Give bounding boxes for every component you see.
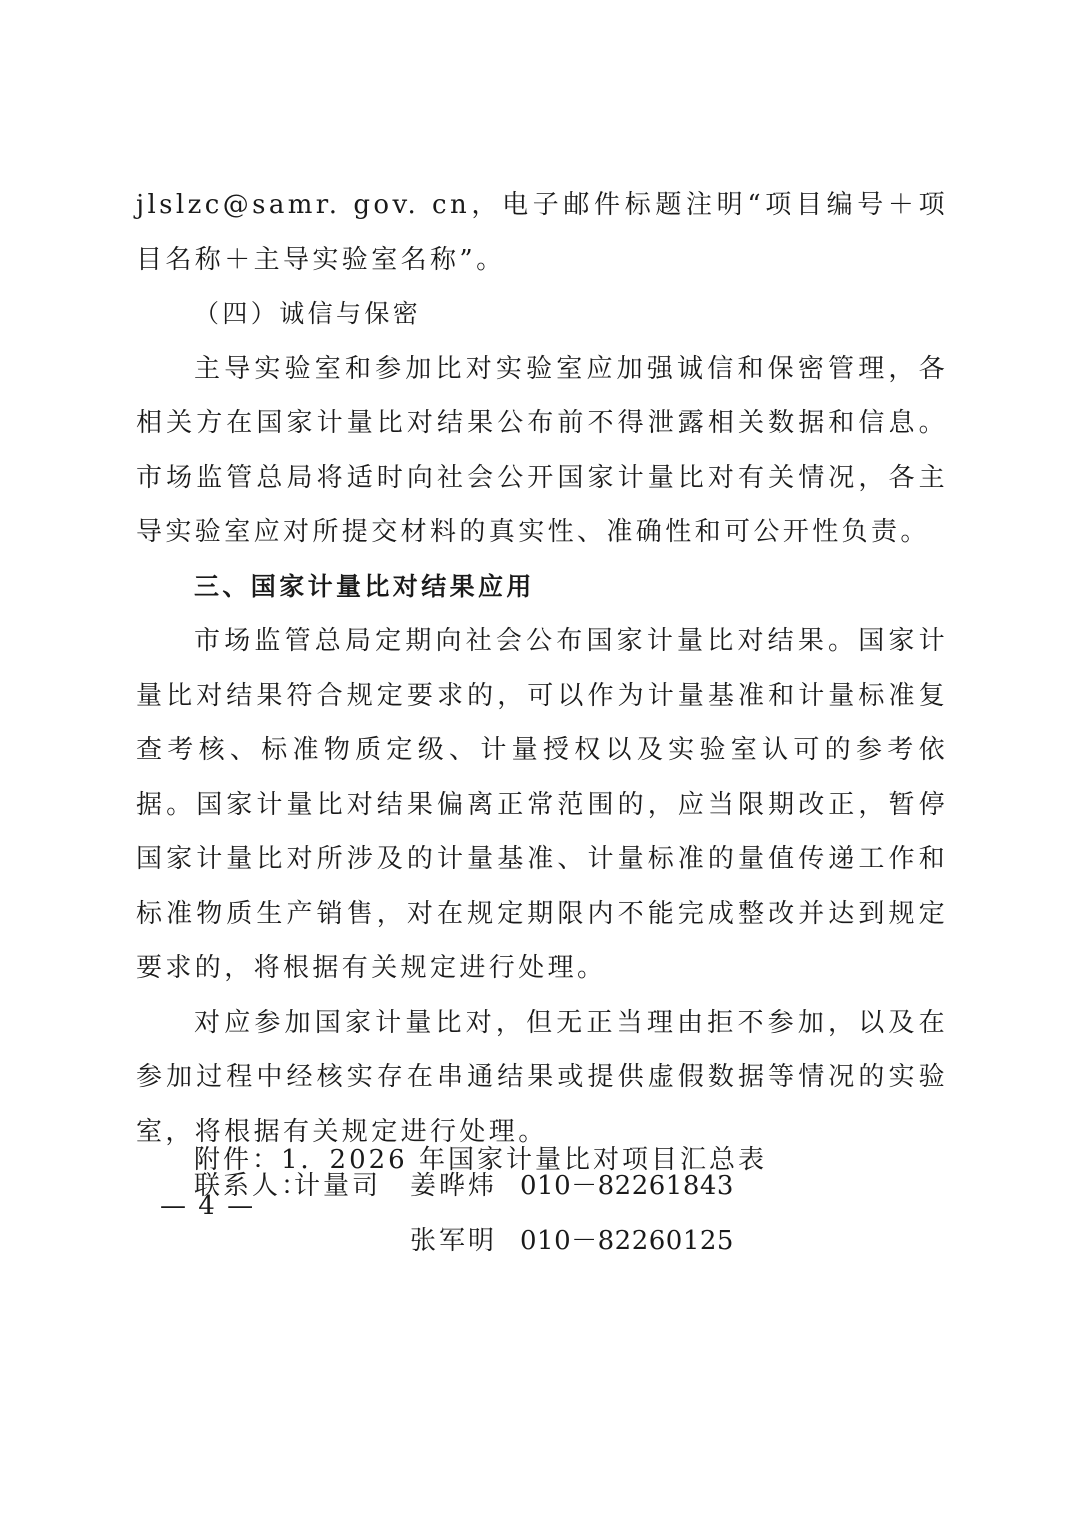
section-3-title: 三、国家计量比对结果应用 xyxy=(194,571,535,601)
document-body xyxy=(136,178,948,1268)
contact-name: 姜晔炜 xyxy=(410,1171,498,1201)
section-3-body-2: 对应参加国家计量比对，但无正当理由拒不参加，以及在参加过程中经核实存在串通结果或提供虚假数据等情况的实验室，将根据有关规定进行处理。 xyxy=(136,1007,948,1147)
section-3-body-1: 市场监管总局定期向社会公布国家计量比对结果。国家计量比对结果符合规定要求的，可以作为计量基准和计量标准复查考核、标准物质定级、计量授权以及实验室认可的参考依据。国家计量比对结果偏离正常范围的，应当限期改正，暂停国家计量比对所涉及的计量基准、计量标准的量值传递工作和标准物质生产销售，对在规定期限内不能完成整改并达到规定要求的，将根据有关规定进行处理。 xyxy=(136,626,948,983)
contact-name: 张军明 xyxy=(410,1225,498,1256)
email-paragraph: jlslzc@samr. gov. cn，电子邮件标题注明“项目编号＋项目名称＋主导实验室名称”。 xyxy=(136,190,948,275)
contact-label: 联系人： xyxy=(194,1171,311,1201)
contact-department: 计量司 xyxy=(294,1171,382,1201)
contact-phone: 010－82261843 xyxy=(520,1171,734,1201)
contact-row-2 xyxy=(136,1214,948,1269)
contact-phone: 010－82260125 xyxy=(520,1225,734,1256)
section-4-title: （四）诚信与保密 xyxy=(194,299,422,328)
page-number: — 4 — xyxy=(160,1191,256,1221)
section-4-body: 主导实验室和参加比对实验室应加强诚信和保密管理，各相关方在国家计量比对结果公布前不得泄露相关数据和信息。市场监管总局将适时向社会公开国家计量比对有关情况，各主导实验室应对所提交材料的真实性、准确性和可公开性负责。 xyxy=(136,353,948,547)
attachment-line: 附件：1．2026 年国家计量比对项目汇总表 xyxy=(194,1145,767,1175)
